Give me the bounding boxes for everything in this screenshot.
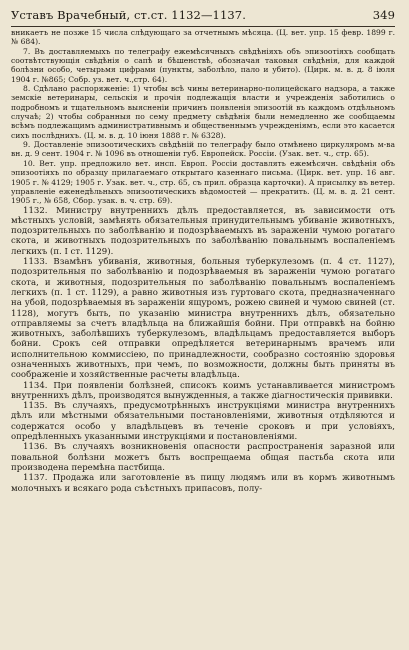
note-8: 8. Сдѣлано распоряженіе: 1) чтобы всѣ чины ветеринарно-полицейскаго надзора, а также земскіе ветеринары, сельскія и прочія подлежащія власти и учрежденія заботились о подробномъ и тщательномъ выясненіи причинъ появленія эпизоотій въ каждомъ отдѣльномъ случаѣ; 2) чтобы собранныя по сему предмету свѣдѣнія были немедленно же сообщаемы всѣмъ подлежащимъ административнымъ и общественнымъ учрежденіямъ, если это касается сихъ послѣднихъ. (Ц. м. в. д. 10 іюня 1888 г. № 6328). — [11, 84, 395, 140]
article-1135: 1135. Въ случаяхъ, предусмотрѣнныхъ инструкціями министра внутреннихъ дѣлъ или мѣстными обязательными постановленіями, животныя отдѣляются и содержатся особо у владѣльцевъ въ теченіе сроковъ и при условіяхъ, опредѣленныхъ указанными инструкціями и постановленіями. — [11, 401, 395, 443]
articles-section — [11, 206, 395, 494]
article-1133: 1133. Взамѣнъ убиванія, животныя, больныя туберкулезомъ (п. 4 ст. 1127), подозрительныя по заболѣванію и подозрѣваемыя въ зараженіи чумою рогатаго скота, и животныя, подозрительныя по заболѣванію повальнымъ воспаленіемъ легкихъ (п. 1 ст. 1129), а равно животныя изъ гуртоваго скота, предназначеннаго на убой, подозрѣваемыя въ зараженіи ящуромъ, рожею свиней и чумою свиней (ст. 1128), могутъ быть, по указанію министра внутреннихъ дѣлъ, обязательно отправляемы за счетъ владѣльца на ближайшія бойни. При отправкѣ на бойню животныхъ, заболѣвшихъ туберкулезомъ, владѣльцамъ предоставляется выборъ бойни. Срокъ сей отправки опредѣляется ветеринарнымъ врачемъ или исполнительною коммиссіею, по принадлежности, сообразно состоянію здоровья означенныхъ животныхъ, при чемъ, по возможности, должны быть приняты въ соображеніе и хозяйственные расчеты владѣльца. — [11, 257, 395, 381]
running-title: Уставъ Врачебный, ст.ст. 1132—1137. — [11, 8, 246, 22]
note-7: 7. Въ доставляемыхъ по телеграфу ежемѣсячныхъ свѣдѣніяхъ объ эпизоотіяхъ сообщать соотвѣтствующія свѣдѣнія о сапѣ и бѣшенствѣ, обозначая таковыя свѣдѣнія, для каждой болѣзни особо, четырьмя цифрами (пункты, заболѣло, пало и убито). (Цирк. м. в. д. 8 іюля 1904 г. №865; Собр. уз. вет. ч.,стр. 64). — [11, 46, 395, 84]
header-rule — [11, 26, 395, 27]
article-1132: 1132. Министру внутреннихъ дѣлъ предоставляется, въ зависимости отъ мѣстныхъ условій, замѣнять обязательныя принудительнымъ убиваніе животныхъ, подозрительныхъ по заболѣванію и подозрѣваемыхъ въ зараженіи чумою рогатаго скота, и животныхъ подозрительныхъ по заболѣванію повальнымъ воспаленіемъ легкихъ (п. I ст. 1129). — [11, 205, 395, 257]
article-1134: 1134. При появленіи болѣзней, списокъ коимъ устанавливается министромъ внутреннихъ дѣлъ, производятся вынужденныя, а также діагностическія прививки. — [11, 380, 395, 401]
note-9: 9. Доставленіе эпизоотическихъ свѣдѣній по телеграфу было отмѣнено циркуляромъ м-ва вн. д. 9 сент. 1904 г. № 1096 въ отношеніи губ. Европейск. Россіи. (Узак. вет. ч., стр. 65). — [11, 140, 395, 159]
article-1136: 1136. Въ случаяхъ возникновенія опасности распространенія заразной или повальной болѣзни можетъ быть воспрещаема общая пастьба скота или производена перемѣна пастбища. — [11, 442, 395, 473]
running-header — [11, 8, 395, 24]
note-continuation: вникаетъ не позже 15 числа слѣдующаго за отчетнымъ мѣсяца. (Ц. вет. упр. 15 февр. 1899 г. № 684). — [11, 28, 395, 47]
notes-section — [11, 28, 395, 206]
page-number: 349 — [372, 8, 395, 22]
note-10: 10. Вет. упр. предложило вет. инсп. Европ. Россіи доставлять ежемѣсячн. свѣдѣнія объ эпизоотіяхъ по образцу прилагаемаго открытаго казеннаго письма. (Цирк. вет. упр. 16 авг. 1905 г. № 4129; 1905 г. Узак. вет. ч., стр. 65, съ прил. образца карточки). А присылку въ ветер. управленіе еженедѣльныхъ эпизоотическихъ вѣдомостей — прекратить. (Ц. м. в. д. 21 сент. 1905 г., № 658, Сбор. узак. в. ч. стр. 69). — [11, 158, 395, 206]
article-1137: 1137. Продажа или заготовленіе въ пищу людямъ или въ кормъ животнымъ молочныхъ и всякаго рода съѣстныхъ припасовъ, полу- — [11, 473, 395, 494]
